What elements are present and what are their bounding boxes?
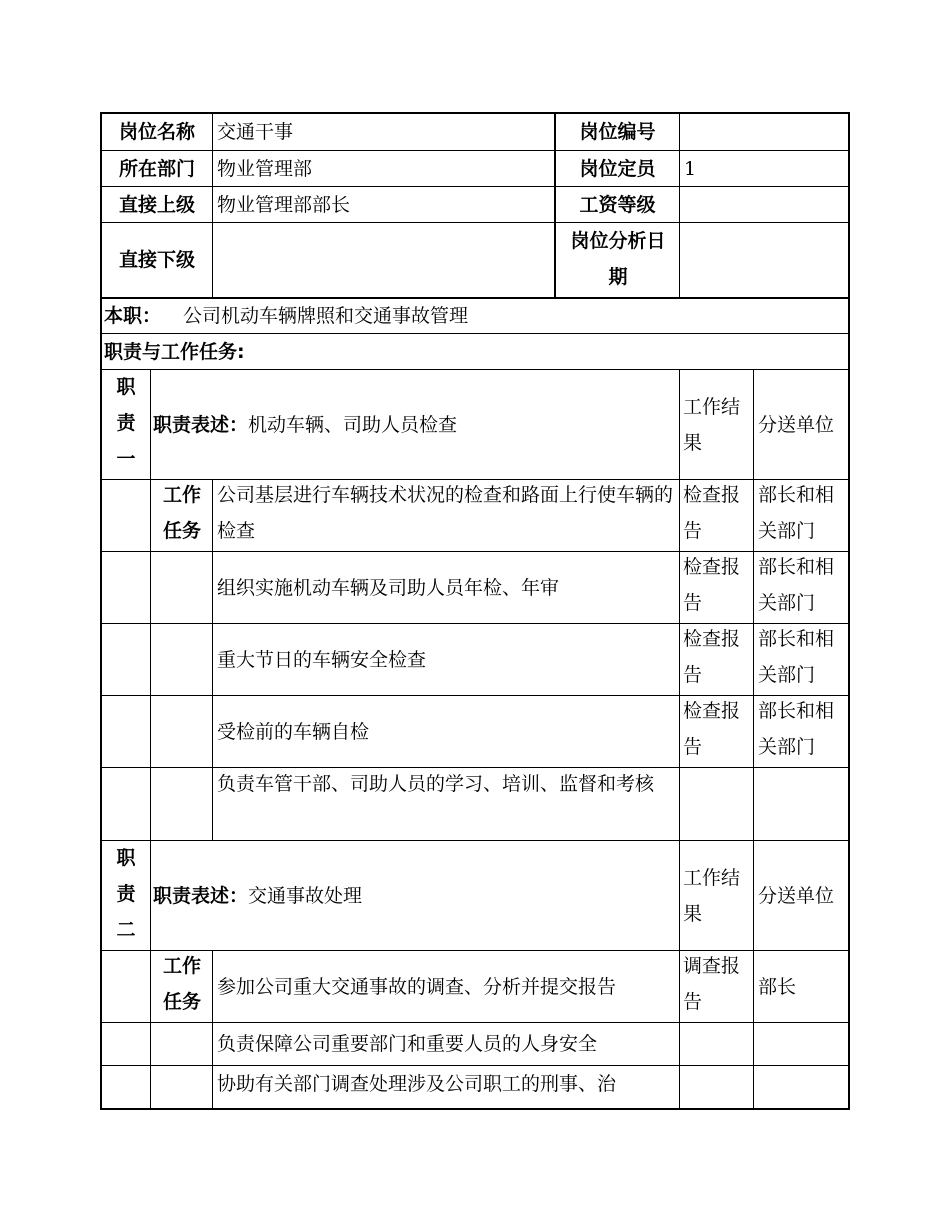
task-text: 重大节日的车辆安全检查 <box>217 648 427 671</box>
task-text: 公司基层进行车辆技术状况的检查和路面上行使车辆的检查 <box>217 484 674 542</box>
position-name-value: 交通干事 <box>217 120 294 143</box>
task-text: 负责车管干部、司助人员的学习、培训、监督和考核 <box>217 773 655 795</box>
responsibility-1-statement <box>153 370 677 479</box>
task-text: 受检前的车辆自检 <box>217 720 370 743</box>
divider <box>753 369 754 1109</box>
position-code-value <box>684 113 846 150</box>
task-result <box>683 1065 751 1108</box>
responsibility-1-label: 职责一 <box>116 376 136 470</box>
table-border-right <box>848 112 850 1110</box>
task-result: 调查报告 <box>683 955 741 1013</box>
task-text: 组织实施机动车辆及司助人员年检、年审 <box>217 576 560 599</box>
statement-text: 交通事故处理 <box>248 884 363 907</box>
salary-grade-label: 工资等级 <box>579 193 656 216</box>
duty-text: 公司机动车辆牌照和交通事故管理 <box>183 305 469 327</box>
task-text: 协助有关部门调查处理涉及公司职工的刑事、治 <box>217 1073 617 1095</box>
task-recipient: 部长和相关部门 <box>758 484 835 542</box>
task-result: 检查报告 <box>683 700 741 758</box>
position-name-label: 岗位名称 <box>118 120 195 143</box>
duty-label: 本职： <box>104 305 162 327</box>
task-recipient: 部长和相关部门 <box>758 700 835 758</box>
task-recipient: 部长 <box>758 975 797 998</box>
task-recipient <box>758 1023 848 1065</box>
analysis-date-value <box>684 223 846 297</box>
divider <box>150 369 151 1109</box>
subordinate-label: 直接下级 <box>118 249 195 271</box>
analysis-date-label: 岗位分析日期 <box>570 230 666 288</box>
task-result <box>683 766 751 839</box>
result-header-text: 工作结果 <box>683 395 741 454</box>
department-value: 物业管理部 <box>217 157 313 180</box>
position-code-label: 岗位编号 <box>579 120 656 143</box>
divider <box>679 369 680 1109</box>
divider <box>212 112 213 298</box>
headcount-label: 岗位定员 <box>579 157 656 180</box>
result-header <box>683 841 751 950</box>
divider <box>679 112 680 298</box>
task-label: 工作任务 <box>162 484 201 542</box>
result-header-text: 工作结果 <box>683 866 741 925</box>
result-header <box>683 370 751 479</box>
recipient-header: 分送单位 <box>758 413 835 436</box>
task-label: 工作任务 <box>162 955 201 1013</box>
supervisor-value: 物业管理部部长 <box>217 193 351 216</box>
subordinate-value <box>217 223 552 297</box>
statement-label: 职责表述： <box>153 413 249 436</box>
task-result: 检查报告 <box>683 556 741 614</box>
recipient-header: 分送单位 <box>758 884 835 907</box>
duty-row <box>104 299 846 333</box>
supervisor-label: 直接上级 <box>118 193 195 216</box>
responsibility-2-statement <box>153 841 677 950</box>
divider <box>212 950 213 1109</box>
task-recipient: 部长和相关部门 <box>758 556 835 614</box>
task-recipient <box>758 766 848 839</box>
task-result: 检查报告 <box>683 484 741 542</box>
headcount-value: 1 <box>684 157 697 180</box>
task-result: 检查报告 <box>683 628 741 686</box>
task-text: 负责保障公司重要部门和重要人员的人身安全 <box>217 1033 598 1055</box>
statement-label: 职责表述： <box>153 884 249 907</box>
tasks-title: 职责与工作任务: <box>104 340 245 363</box>
divider <box>212 479 213 840</box>
salary-grade-value <box>684 187 846 222</box>
responsibility-2-label: 职责二 <box>116 847 136 941</box>
task-recipient: 部长和相关部门 <box>758 628 835 686</box>
task-text: 参加公司重大交通事故的调查、分析并提交报告 <box>217 975 617 998</box>
statement-text: 机动车辆、司助人员检查 <box>248 413 458 436</box>
department-label: 所在部门 <box>118 157 195 180</box>
task-result <box>683 1023 751 1065</box>
task-recipient <box>758 1065 848 1108</box>
